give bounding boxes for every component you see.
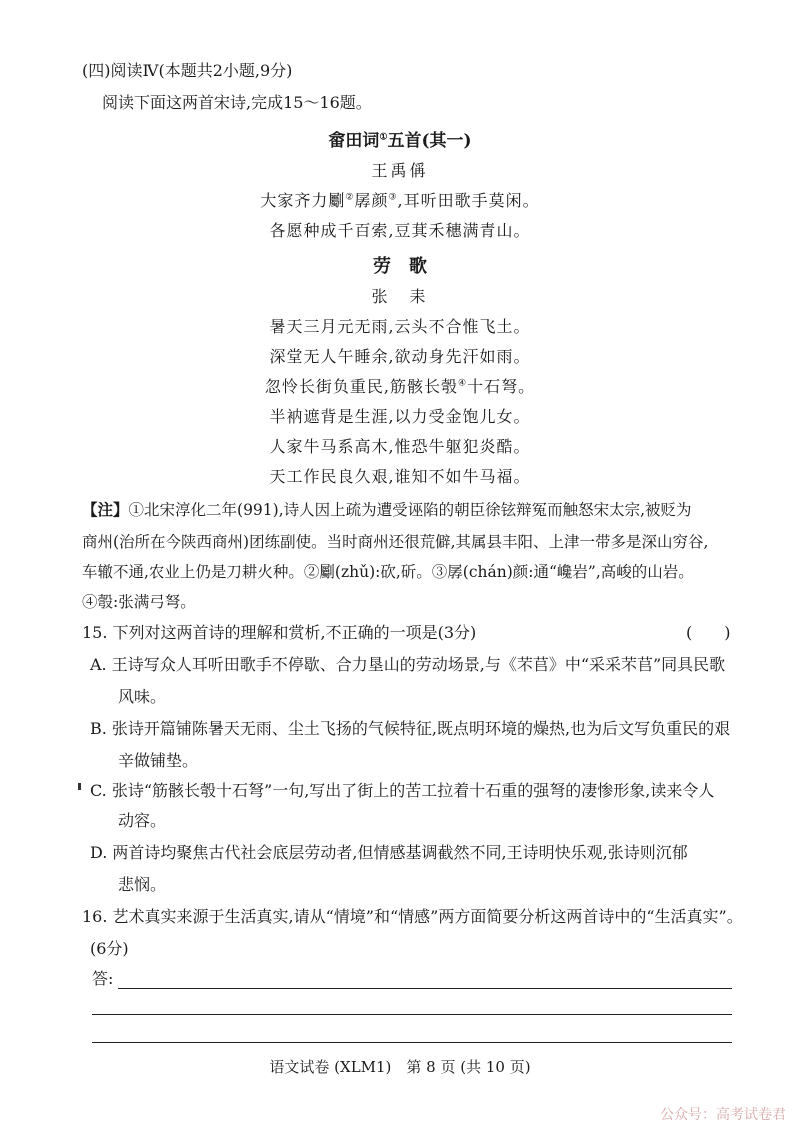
poem2-line: 深堂无人午睡余,欲动身先汗如雨。 (269, 347, 531, 366)
notes-label: 【注】 (82, 500, 129, 519)
poem1-line-1 (0, 188, 800, 211)
page-footer: 语文试卷 (XLM1) 第 8 页 (共 10 页) (269, 1058, 531, 1076)
notes-text: ①北宋淳化二年(991),诗人因上疏为遭受诬陷的朝臣徐铉辩冤而触怒宋太宗,被贬为 (128, 501, 692, 519)
watermark: 公众号：高考试卷君 (660, 1107, 786, 1123)
poem1-line-1-word: 孱颜 (354, 191, 389, 210)
poem1-title-rest: 五首(其一) (387, 131, 472, 151)
notes-line-3: 车辙不通,农业上仍是刀耕火种。②劚(zhǔ):砍,斫。③孱(chán)颜:通“巉岩”,高峻的山岩。 (82, 563, 694, 581)
poem2-line-part: 十石弩。 (467, 377, 536, 396)
poem2-line: 天工作民良久艰,谁知不如牛马福。 (269, 467, 531, 486)
poem2-line: 暑天三月元无雨,云头不合惟飞土。 (269, 317, 531, 336)
reading-instruction: 阅读下面这两首宋诗,完成15～16题。 (102, 93, 372, 112)
poem1-line-1-part: 大家齐力 (260, 191, 329, 210)
poem1-line-2: 各愿种成千百索,豆萁禾穗满青山。 (269, 221, 531, 240)
option-b: B. 张诗开篇铺陈暑天无雨、尘土飞扬的气候特征,既点明环境的燥热,也为后文写负重民的艰 (90, 719, 731, 738)
answer-bracket: ( ) (686, 623, 731, 642)
poem2-line (0, 374, 800, 397)
notes-line-4: ④彀:张满弓弩。 (82, 593, 196, 611)
question-16-score: (6分) (90, 939, 129, 958)
scan-mark (78, 783, 81, 790)
poem2-line: 半衲遮背是生涯,以力受金饱儿女。 (269, 407, 531, 426)
answer-label: 答: (92, 969, 114, 988)
poem1-title (0, 126, 800, 151)
option-a: A. 王诗写众人耳听田歌手不停歇、合力垦山的劳动场景,与《芣苢》中“采采芣苢”同具民歌 (90, 655, 726, 674)
notes-line-2: 商州(治所在今陕西商州)团练副使。当时商州还很荒僻,其属县丰阳、上津一带多是深山穷谷, (82, 533, 709, 551)
question-16-stem: 16. 艺术真实来源于生活真实,请从“情境”和“情感”两方面简要分析这两首诗中的“生活真实”。 (82, 907, 743, 926)
section-header: (四)阅读Ⅳ(本题共2小题,9分) (82, 61, 293, 80)
poem1-line-1-word: 劚 (328, 191, 346, 210)
option-d-cont: 悲悯。 (118, 875, 167, 894)
option-c-cont: 动容。 (118, 811, 167, 830)
answer-line[interactable] (118, 988, 732, 989)
poem2-title: 劳 歌 (373, 256, 427, 277)
poem2-note-mark-4: ④ (458, 378, 468, 389)
option-d: D. 两首诗均聚焦古代社会底层劳动者,但情感基调截然不同,王诗明快乐观,张诗则沉郁 (90, 843, 688, 862)
poem2-line: 人家牛马系高木,惟恐牛躯犯炎酷。 (269, 437, 531, 456)
poem1-note-mark-2: ② (345, 192, 355, 203)
poem1-author: 王禹偁 (371, 161, 429, 180)
poem1-note-mark-3: ③ (388, 192, 398, 203)
poem1-title-note-mark: ① (379, 132, 388, 143)
option-c: C. 张诗“筋骸长彀十石弩”一句,写出了街上的苦工拉着十石重的强弩的凄惨形象,读来令人 (90, 781, 715, 800)
option-b-cont: 辛做铺垫。 (118, 751, 199, 770)
poem1-line-1-part: ,耳听田歌手莫闲。 (397, 191, 540, 210)
answer-line[interactable] (92, 1042, 732, 1043)
notes-line-1 (82, 498, 692, 520)
option-a-cont: 风味。 (118, 687, 167, 706)
answer-line[interactable] (92, 1014, 732, 1015)
poem2-author: 张 耒 (371, 287, 429, 306)
question-15-stem: 15. 下列对这两首诗的理解和赏析,不正确的一项是(3分) (82, 623, 477, 642)
poem1-title-main: 畲田词 (328, 131, 380, 151)
poem2-line-part: 忽怜长街负重民,筋骸长彀 (264, 377, 458, 396)
